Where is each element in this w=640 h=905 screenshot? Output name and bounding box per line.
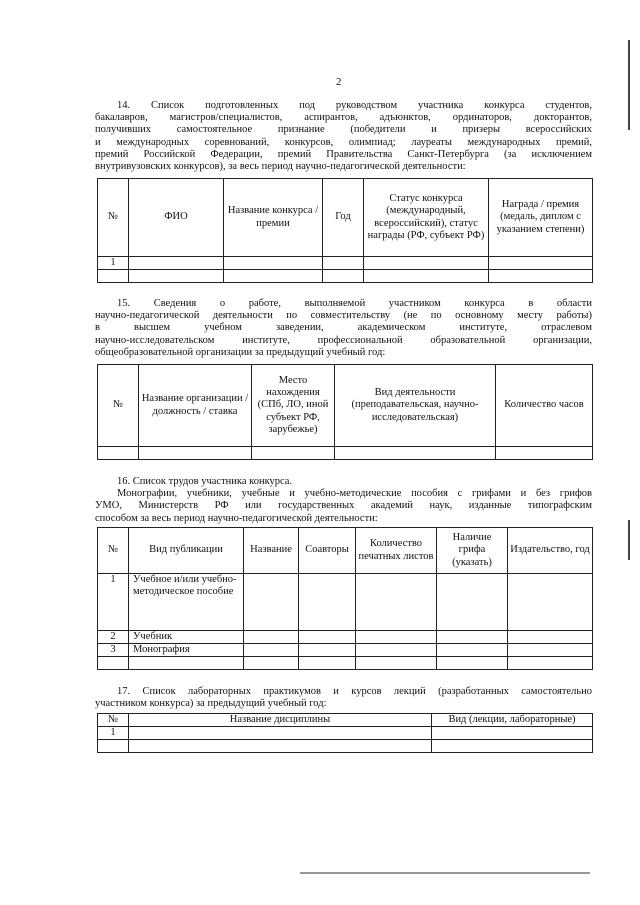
col-hours: Количество часов <box>496 365 593 447</box>
table-cell[interactable] <box>437 574 508 631</box>
section14-table <box>97 178 593 283</box>
section16-title-text: 16. Список трудов участника конкурса. <box>117 476 293 487</box>
col-fio: ФИО <box>129 179 224 257</box>
table-row <box>98 631 593 644</box>
col-number: № <box>98 714 129 727</box>
table-cell[interactable] <box>299 631 356 644</box>
table-header-row <box>98 714 593 727</box>
table-cell[interactable] <box>364 257 489 270</box>
section17-text <box>95 686 592 710</box>
col-publisher-year: Издательство, год <box>508 528 593 574</box>
table-cell[interactable] <box>356 574 437 631</box>
scan-bottom-line <box>300 872 590 874</box>
table-cell[interactable] <box>129 257 224 270</box>
col-award: Награда / премия (медаль, диплом с указанием степени) <box>489 179 593 257</box>
table-cell[interactable] <box>299 657 356 670</box>
table-cell[interactable] <box>129 657 244 670</box>
table-cell[interactable] <box>508 631 593 644</box>
section15-line-1-text: Сведения о работе, выполняемой участником конкурса в области <box>153 298 592 309</box>
section15-line-5: общеобразовательной организации за предыдущий учебный год: <box>95 346 386 358</box>
table-row <box>98 447 593 460</box>
table-cell[interactable] <box>489 270 593 283</box>
col-coauthors: Соавторы <box>299 528 356 574</box>
col-contest-name: Название конкурса / премии <box>224 179 323 257</box>
table-cell[interactable] <box>335 447 496 460</box>
table-cell[interactable] <box>323 270 364 283</box>
table-cell[interactable] <box>129 740 432 753</box>
col-number: № <box>98 528 129 574</box>
row-number <box>98 270 129 283</box>
table-cell[interactable] <box>244 644 299 657</box>
col-location: Место нахождения (СПб, ЛО, иной субъект РФ, зарубежье) <box>252 365 335 447</box>
table-cell[interactable] <box>139 447 252 460</box>
col-organization: Название организации / должность / ставка <box>139 365 252 447</box>
table-row <box>98 270 593 283</box>
table-cell[interactable] <box>364 270 489 283</box>
col-number: № <box>98 365 139 447</box>
section14-number: 14. <box>117 100 131 111</box>
table-row <box>98 727 593 740</box>
table-cell[interactable] <box>356 657 437 670</box>
section15-number: 15. <box>117 298 131 309</box>
table-row <box>98 574 593 631</box>
table-cell[interactable] <box>244 631 299 644</box>
scan-edge-mark <box>628 520 630 560</box>
table-header-row <box>98 365 593 447</box>
section14-text <box>95 100 592 173</box>
row-number: 1 <box>98 257 129 270</box>
table-cell[interactable] <box>252 447 335 460</box>
table-cell[interactable] <box>496 447 593 460</box>
col-printed-sheets: Количество печатных листов <box>356 528 437 574</box>
col-discipline: Название дисциплины <box>129 714 432 727</box>
table-cell[interactable] <box>98 447 139 460</box>
table-cell[interactable] <box>356 631 437 644</box>
section17-table <box>97 713 593 753</box>
table-cell[interactable] <box>437 644 508 657</box>
table-cell[interactable] <box>323 257 364 270</box>
table-cell[interactable] <box>299 644 356 657</box>
section16-title <box>95 476 592 488</box>
publication-type-cell: Учебник <box>129 631 244 644</box>
section14-line-1 <box>95 100 592 112</box>
section14-line-5: премий Российской Федерации, премий Правительства Санкт-Петербурга (за исключением <box>95 148 592 160</box>
col-contest-status: Статус конкурса (международный, всероссийский), статус награды (РФ, субъект РФ) <box>364 179 489 257</box>
publication-type-cell: Учебное и/или учебно-методическое пособие <box>129 574 244 631</box>
table-cell[interactable] <box>129 270 224 283</box>
table-cell[interactable] <box>437 631 508 644</box>
section16-line-3: способом за весь период научно-педагогической деятельности: <box>95 512 378 524</box>
section17-line-2: участником конкурса) за предыдущий учебный год: <box>95 698 327 710</box>
section14-line-3: получивших самостоятельное признание (победители и призеры всероссийских <box>95 124 592 136</box>
section14-line-1-text: Список подготовленных под руководством участника конкурса студентов, <box>151 100 593 111</box>
table-cell[interactable] <box>508 574 593 631</box>
table-row <box>98 644 593 657</box>
table-row <box>98 257 593 270</box>
table-cell[interactable] <box>224 270 323 283</box>
section16-table <box>97 527 593 670</box>
section15-text <box>95 298 592 359</box>
section14-line-4: и международных соревнований, конкурсов, олимпиад; лауреаты международных премий, <box>95 136 592 148</box>
section15-table <box>97 364 593 460</box>
col-title: Название <box>244 528 299 574</box>
section17-line-1-text: 17. Список лабораторных практикумов и курсов лекций (разработанных самостоятельно <box>117 686 592 697</box>
table-cell[interactable] <box>432 740 593 753</box>
table-header-row <box>98 179 593 257</box>
table-row <box>98 740 593 753</box>
row-number: 2 <box>98 631 129 644</box>
table-cell[interactable] <box>299 574 356 631</box>
section16-line-2: УМО, Министерств РФ или государственных академий наук, изданные типографским <box>95 500 592 512</box>
col-year: Год <box>323 179 364 257</box>
section16-line-1 <box>95 488 592 500</box>
section15-line-4: научно-исследовательском институте, профессиональной образовательной организации, <box>95 334 592 346</box>
col-number: № <box>98 179 129 257</box>
table-cell[interactable] <box>508 657 593 670</box>
scan-edge-mark <box>628 40 630 130</box>
table-header-row <box>98 528 593 574</box>
table-cell[interactable] <box>98 740 129 753</box>
col-stamp: Наличие грифа (указать) <box>437 528 508 574</box>
section15-line-2: научно-педагогической деятельности по совместительству (не по основному месту работы) <box>95 310 592 322</box>
row-number: 1 <box>98 574 129 631</box>
row-number: 1 <box>98 727 129 740</box>
table-row <box>98 657 593 670</box>
section14-line-6: внутривузовских конкурсов), за весь период научно-педагогической деятельности: <box>95 161 466 173</box>
page-number: 2 <box>336 76 342 88</box>
table-cell[interactable] <box>244 657 299 670</box>
col-lesson-type: Вид (лекции, лабораторные) <box>432 714 593 727</box>
col-activity-type: Вид деятельности (преподавательская, научно-исследовательская) <box>335 365 496 447</box>
table-cell[interactable] <box>129 727 432 740</box>
section15-line-3: в высшем учебном заведении, академическом институте, отраслевом <box>95 322 592 334</box>
section14-line-2: бакалавров, магистров/специалистов, аспирантов, адъюнктов, ординаторов, докторантов, <box>95 112 592 124</box>
publication-type-cell: Монография <box>129 644 244 657</box>
table-cell[interactable] <box>437 657 508 670</box>
section17-line-1 <box>95 686 592 698</box>
table-cell[interactable] <box>244 574 299 631</box>
table-cell[interactable] <box>356 644 437 657</box>
section16-line-1-text: Монографии, учебники, учебные и учебно-методические пособия с грифами и без грифов <box>117 488 592 500</box>
table-cell[interactable] <box>508 644 593 657</box>
table-cell[interactable] <box>224 257 323 270</box>
table-cell[interactable] <box>98 657 129 670</box>
section16-text <box>95 476 592 525</box>
section15-line-1 <box>95 298 592 310</box>
table-cell[interactable] <box>489 257 593 270</box>
row-number: 3 <box>98 644 129 657</box>
col-publication-type: Вид публикации <box>129 528 244 574</box>
table-cell[interactable] <box>432 727 593 740</box>
